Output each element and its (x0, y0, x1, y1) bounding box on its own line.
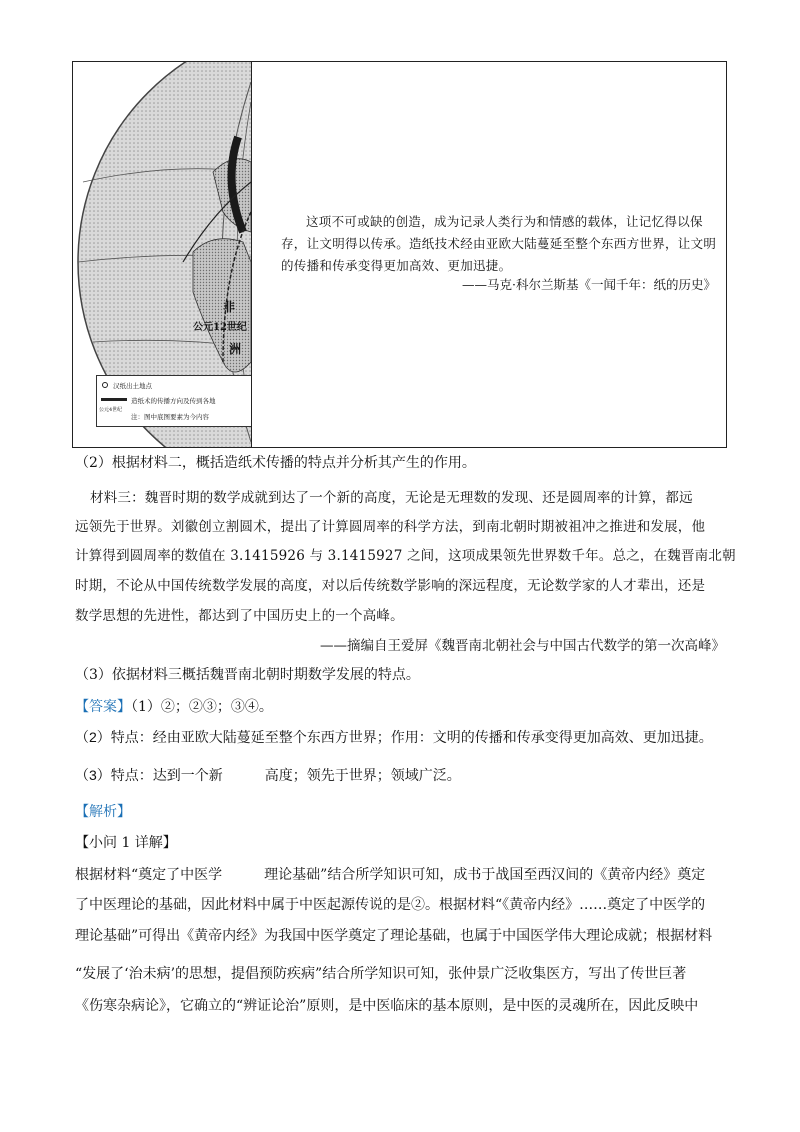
question-2: （2）根据材料二，概括造纸术传播的特点并分析其产生的作用。 (75, 455, 476, 471)
analysis-line-1: 根据材料“奠定了中医学 理论基础”结合所学知识可知，成书于战国至西汉间的《黄帝内经》奠定 (75, 867, 706, 883)
map-label-century: 公元12世纪 (193, 322, 247, 333)
analysis-subtitle: 【小问 1 详解】 (75, 835, 177, 851)
map-legend (96, 375, 252, 427)
analysis-tag: 【解析】 (75, 804, 131, 820)
legend-arrow-icon (101, 398, 127, 401)
material3-line-5: 数学思想的先进性，都达到了中国历史上的一个高峰。 (75, 608, 404, 624)
question-3: （3）依据材料三概括魏晋南北朝时期数学发展的特点。 (75, 667, 420, 683)
material3-line-4: 时期，不论从中国传统数学发展的高度，对以后传统数学影响的深远程度，无论数学家的人才辈出，还是 (75, 578, 706, 594)
answer-line-2: （2）特点：经由亚欧大陆蔓延至整个东西方世界；作用：文明的传播和传承变得更加高效、更加迅捷。 (75, 729, 713, 745)
material3-line-1: 材料三：魏晋时期的数学成就到达了一个新的高度，无论是无理数的发现、还是圆周率的计算，都远 (90, 490, 693, 506)
material2-text: 这项不可或缺的创造，成为记录人类行为和情感的载体，让记忆得以保存，让文明得以传承。造纸技术经由亚欧大陆蔓延至整个东西方世界，让文明的传播和传承变得更加高效、更加迅捷。 (281, 214, 717, 273)
legend-site-icon (102, 382, 108, 388)
paper-spread-map (73, 62, 252, 447)
legend-paper-site: 汉纸出土地点 (113, 382, 152, 390)
material3-line-2: 远领先于世界。刘徽创立割圆术，提出了计算圆周率的科学方法，到南北朝时期被祖冲之推进和发展，他 (75, 519, 706, 535)
material2-figure (72, 61, 727, 448)
map-label-africa-2: 洲 (229, 342, 242, 356)
legend-note: 注：图中底图要素为今内容 (131, 413, 209, 421)
analysis-line-2: 了中医理论的基础，因此材料中属于中医起源传说的是②。根据材料“《黄帝内经》……奠定了中医学的 (75, 897, 706, 913)
answer-line-1 (75, 696, 273, 716)
legend-era: 公元4世纪 (99, 407, 123, 413)
analysis-line-5: 《伤寒杂病论》，它确立的“辨证论治”原则，是中医临床的基本原则，是中医的灵魂所在，因此反映中 (75, 998, 699, 1014)
answer-tag: 【答案】 (75, 699, 131, 715)
answer-line-3: （3）特点：达到一个新 高度；领先于世界；领域广泛。 (75, 767, 461, 783)
material2-text-cell (251, 62, 726, 447)
answer-part-1: （1）②；②③；③④。 (131, 699, 273, 715)
legend-spread-direction: 造纸术的传播方向及传到各地 (131, 397, 216, 405)
analysis-line-3: 理论基础”可得出《黄帝内经》为我国中医学奠定了理论基础，也属于中国医学伟大理论成就；根据材料 (75, 928, 713, 944)
analysis-line-4: “发展了‘治未病’的思想，提倡预防疾病”结合所学知识可知，张仲景广泛收集医方，写出了传世巨著 (75, 966, 687, 982)
material3-line-3: 计算得到圆周率的数值在 3.1415926 与 3.1415927 之间，这项成果领先世界数千年。总之，在魏晋南北朝 (75, 548, 736, 564)
material2-source: ——马克·科尔兰斯基《一闻千年：纸的历史》 (462, 277, 716, 292)
map-label-africa-1: 非 (223, 300, 236, 314)
material3-source: ——摘编自王爱屏《魏晋南北朝社会与中国古代数学的第一次高峰》 (320, 638, 725, 654)
